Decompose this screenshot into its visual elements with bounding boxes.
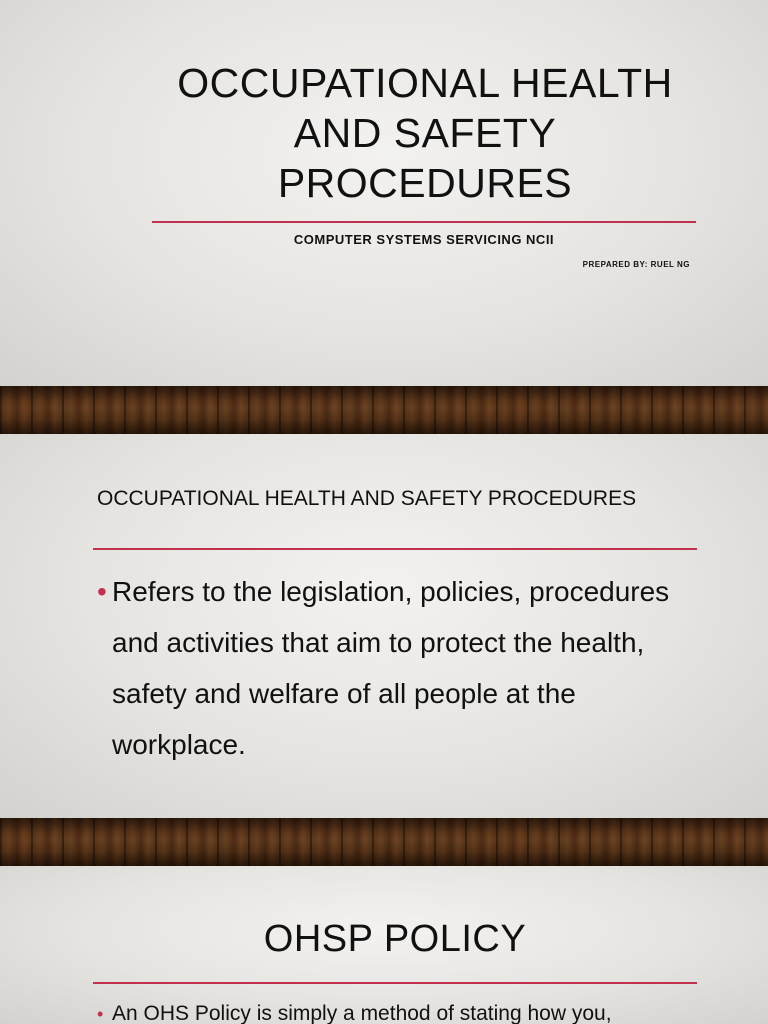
bullet-item: [97, 999, 697, 1024]
slide-body: [97, 999, 697, 1024]
bullet-text: An OHS Policy is simply a method of stating how you,: [112, 1002, 612, 1024]
heading-divider: [93, 548, 697, 550]
bullet-icon: •: [97, 576, 107, 607]
wood-floor-divider: [0, 818, 768, 866]
slide-subtitle: COMPUTER SYSTEMS SERVICING NCII: [293, 232, 555, 247]
wood-floor-divider: [0, 386, 768, 434]
title-divider: [152, 221, 696, 223]
slide-heading: OHSP POLICY: [263, 918, 527, 960]
bullet-item: [97, 566, 697, 770]
policy-slide: [0, 866, 768, 1024]
slide-title: OCCUPATIONAL HEALTH AND SAFETY PROCEDURES: [177, 60, 673, 206]
bullet-text: Refers to the legislation, policies, procedures and activities that aim to protect the health, safety and welfare of all people at the workplace.: [112, 576, 670, 760]
definition-slide: [0, 434, 768, 818]
slide-heading: OCCUPATIONAL HEALTH AND SAFETY PROCEDURES: [97, 487, 637, 510]
author-credit: PREPARED BY: RUEL NG: [582, 260, 690, 269]
title-slide: [0, 0, 768, 386]
slide-body: [97, 566, 697, 770]
heading-divider: [93, 982, 697, 984]
bullet-icon: •: [97, 1004, 104, 1024]
